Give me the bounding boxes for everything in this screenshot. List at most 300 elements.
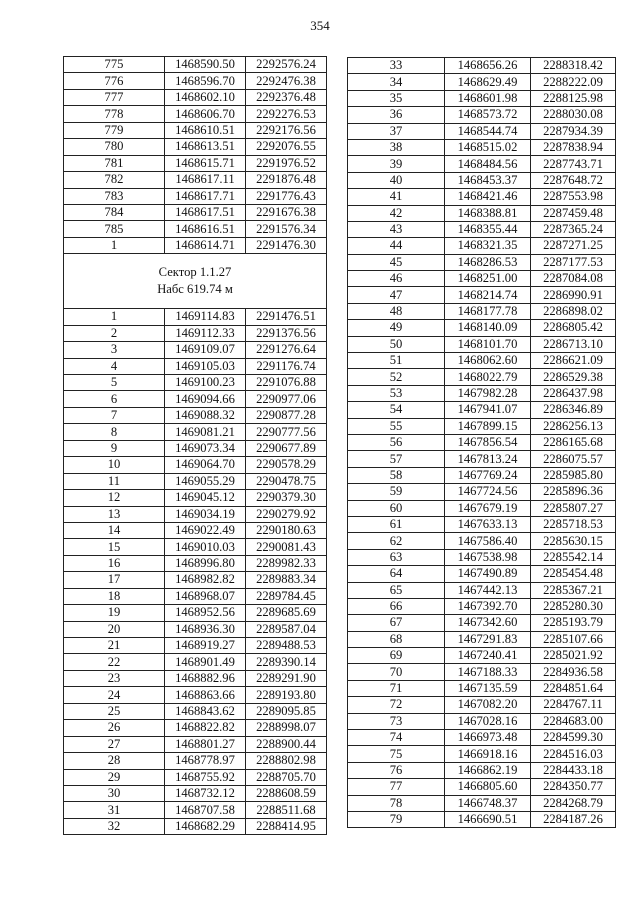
- y-coordinate: 2290379.30: [246, 490, 327, 506]
- y-coordinate: 2285807.27: [531, 500, 616, 516]
- x-coordinate: 1467188.33: [445, 664, 531, 680]
- y-coordinate: 2286898.02: [531, 303, 616, 319]
- x-coordinate: 1469112.33: [165, 325, 246, 341]
- point-number: 777: [64, 89, 165, 105]
- point-number: 13: [64, 506, 165, 522]
- x-coordinate: 1466690.51: [445, 811, 531, 827]
- table-row: [64, 720, 327, 736]
- table-row: [64, 785, 327, 801]
- y-coordinate: 2285630.15: [531, 533, 616, 549]
- y-coordinate: 2291076.88: [246, 375, 327, 391]
- point-number: 51: [348, 353, 445, 369]
- table-row: [64, 687, 327, 703]
- y-coordinate: 2289685.69: [246, 605, 327, 621]
- y-coordinate: 2288802.98: [246, 753, 327, 769]
- table-row: [64, 654, 327, 670]
- y-coordinate: 2288998.07: [246, 720, 327, 736]
- table-row: [348, 648, 616, 664]
- point-number: 776: [64, 73, 165, 89]
- y-coordinate: 2286529.38: [531, 369, 616, 385]
- point-number: 785: [64, 221, 165, 237]
- point-number: 53: [348, 385, 445, 401]
- y-coordinate: 2287648.72: [531, 172, 616, 188]
- sector-block: [64, 254, 327, 309]
- table-row: [64, 605, 327, 621]
- x-coordinate: 1467586.40: [445, 533, 531, 549]
- point-number: 18: [64, 588, 165, 604]
- x-coordinate: 1467899.15: [445, 418, 531, 434]
- table-row: [348, 123, 616, 139]
- x-coordinate: 1468596.70: [165, 73, 246, 89]
- y-coordinate: 2289982.33: [246, 555, 327, 571]
- table-row: [348, 402, 616, 418]
- x-coordinate: 1467392.70: [445, 598, 531, 614]
- table-row: [348, 664, 616, 680]
- y-coordinate: 2287934.39: [531, 123, 616, 139]
- y-coordinate: 2286621.09: [531, 353, 616, 369]
- y-coordinate: 2288705.70: [246, 769, 327, 785]
- x-coordinate: 1468616.51: [165, 221, 246, 237]
- point-number: 48: [348, 303, 445, 319]
- table-row: [348, 533, 616, 549]
- table-row: [64, 621, 327, 637]
- x-coordinate: 1469034.19: [165, 506, 246, 522]
- x-coordinate: 1468321.35: [445, 238, 531, 254]
- y-coordinate: 2287553.98: [531, 189, 616, 205]
- x-coordinate: 1467679.19: [445, 500, 531, 516]
- y-coordinate: 2286805.42: [531, 320, 616, 336]
- coordinates-table-left: [63, 56, 327, 835]
- x-coordinate: 1468656.26: [445, 58, 531, 74]
- y-coordinate: 2292176.56: [246, 122, 327, 138]
- x-coordinate: 1467941.07: [445, 402, 531, 418]
- x-coordinate: 1467633.13: [445, 516, 531, 532]
- table-row: [64, 325, 327, 341]
- x-coordinate: 1466918.16: [445, 746, 531, 762]
- x-coordinate: 1468982.82: [165, 572, 246, 588]
- x-coordinate: 1468778.97: [165, 753, 246, 769]
- table-row: [348, 680, 616, 696]
- table-row: [348, 139, 616, 155]
- table-row: [348, 320, 616, 336]
- y-coordinate: 2288125.98: [531, 90, 616, 106]
- point-number: 5: [64, 375, 165, 391]
- table-row: [348, 271, 616, 287]
- y-coordinate: 2290677.89: [246, 440, 327, 456]
- point-number: 14: [64, 522, 165, 538]
- table-row: [64, 638, 327, 654]
- y-coordinate: 2290578.29: [246, 457, 327, 473]
- point-number: 7: [64, 407, 165, 423]
- table-row: [348, 221, 616, 237]
- sector-header: [64, 254, 327, 309]
- table-row: [348, 451, 616, 467]
- y-coordinate: 2290279.92: [246, 506, 327, 522]
- point-number: 31: [64, 802, 165, 818]
- point-number: 46: [348, 271, 445, 287]
- table-row: [348, 615, 616, 631]
- point-number: 20: [64, 621, 165, 637]
- x-coordinate: 1468732.12: [165, 785, 246, 801]
- x-coordinate: 1468882.96: [165, 670, 246, 686]
- x-coordinate: 1468251.00: [445, 271, 531, 287]
- table-row: [348, 385, 616, 401]
- x-coordinate: 1467538.98: [445, 549, 531, 565]
- table-row: [348, 418, 616, 434]
- x-coordinate: 1467856.54: [445, 434, 531, 450]
- point-number: 75: [348, 746, 445, 762]
- point-number: 783: [64, 188, 165, 204]
- x-coordinate: 1466748.37: [445, 795, 531, 811]
- y-coordinate: 2286256.13: [531, 418, 616, 434]
- y-coordinate: 2286075.57: [531, 451, 616, 467]
- y-coordinate: 2285718.53: [531, 516, 616, 532]
- y-coordinate: 2285542.14: [531, 549, 616, 565]
- point-number: 54: [348, 402, 445, 418]
- y-coordinate: 2288030.08: [531, 107, 616, 123]
- x-coordinate: 1468602.10: [165, 89, 246, 105]
- y-coordinate: 2288414.95: [246, 818, 327, 834]
- x-coordinate: 1467342.60: [445, 615, 531, 631]
- y-coordinate: 2291376.56: [246, 325, 327, 341]
- x-coordinate: 1469010.03: [165, 539, 246, 555]
- y-coordinate: 2289784.45: [246, 588, 327, 604]
- x-coordinate: 1469109.07: [165, 342, 246, 358]
- y-coordinate: 2284936.58: [531, 664, 616, 680]
- x-coordinate: 1469073.34: [165, 440, 246, 456]
- x-coordinate: 1469081.21: [165, 424, 246, 440]
- x-coordinate: 1469100.23: [165, 375, 246, 391]
- x-coordinate: 1469022.49: [165, 522, 246, 538]
- table-row: [64, 703, 327, 719]
- y-coordinate: 2288318.42: [531, 58, 616, 74]
- x-coordinate: 1468843.62: [165, 703, 246, 719]
- point-number: 27: [64, 736, 165, 752]
- y-coordinate: 2287459.48: [531, 205, 616, 221]
- point-number: 2: [64, 325, 165, 341]
- x-coordinate: 1468601.98: [445, 90, 531, 106]
- table-row: [348, 238, 616, 254]
- point-number: 58: [348, 467, 445, 483]
- x-coordinate: 1468484.56: [445, 156, 531, 172]
- point-number: 30: [64, 785, 165, 801]
- table-row: [64, 391, 327, 407]
- point-number: 26: [64, 720, 165, 736]
- coordinates-block-right: [348, 58, 616, 828]
- table-row: [64, 155, 327, 171]
- x-coordinate: 1469088.32: [165, 407, 246, 423]
- y-coordinate: 2292576.24: [246, 57, 327, 73]
- x-coordinate: 1468617.11: [165, 172, 246, 188]
- table-row: [64, 490, 327, 506]
- table-row: [64, 457, 327, 473]
- point-number: 25: [64, 703, 165, 719]
- y-coordinate: 2288900.44: [246, 736, 327, 752]
- x-coordinate: 1466805.60: [445, 779, 531, 795]
- table-row: [348, 287, 616, 303]
- point-number: 9: [64, 440, 165, 456]
- table-row: [64, 358, 327, 374]
- y-coordinate: 2292076.55: [246, 139, 327, 155]
- y-coordinate: 2291476.51: [246, 309, 327, 325]
- y-coordinate: 2285454.48: [531, 566, 616, 582]
- x-coordinate: 1467028.16: [445, 713, 531, 729]
- y-coordinate: 2289095.85: [246, 703, 327, 719]
- x-coordinate: 1468022.79: [445, 369, 531, 385]
- y-coordinate: 2286990.91: [531, 287, 616, 303]
- x-coordinate: 1468177.78: [445, 303, 531, 319]
- y-coordinate: 2285367.21: [531, 582, 616, 598]
- y-coordinate: 2285280.30: [531, 598, 616, 614]
- point-number: 775: [64, 57, 165, 73]
- x-coordinate: 1467240.41: [445, 648, 531, 664]
- table-row: [348, 500, 616, 516]
- table-row: [64, 539, 327, 555]
- table-row: [348, 713, 616, 729]
- table-row: [64, 555, 327, 571]
- point-number: 33: [348, 58, 445, 74]
- point-number: 11: [64, 473, 165, 489]
- x-coordinate: 1468590.50: [165, 57, 246, 73]
- point-number: 17: [64, 572, 165, 588]
- point-number: 778: [64, 106, 165, 122]
- point-number: 29: [64, 769, 165, 785]
- y-coordinate: 2292276.53: [246, 106, 327, 122]
- point-number: 70: [348, 664, 445, 680]
- y-coordinate: 2290478.75: [246, 473, 327, 489]
- x-coordinate: 1468544.74: [445, 123, 531, 139]
- table-row: [64, 188, 327, 204]
- x-coordinate: 1468936.30: [165, 621, 246, 637]
- y-coordinate: 2291176.74: [246, 358, 327, 374]
- table-row: [348, 566, 616, 582]
- point-number: 71: [348, 680, 445, 696]
- point-number: 50: [348, 336, 445, 352]
- y-coordinate: 2284683.00: [531, 713, 616, 729]
- table-row: [64, 139, 327, 155]
- table-row: [348, 746, 616, 762]
- x-coordinate: 1468822.82: [165, 720, 246, 736]
- y-coordinate: 2286165.68: [531, 434, 616, 450]
- table-row: [64, 588, 327, 604]
- table-row: [64, 237, 327, 253]
- point-number: 34: [348, 74, 445, 90]
- point-number: 73: [348, 713, 445, 729]
- point-number: 28: [64, 753, 165, 769]
- point-number: 779: [64, 122, 165, 138]
- sector-area: Набс 619.74 м: [157, 282, 233, 297]
- point-number: 35: [348, 90, 445, 106]
- x-coordinate: 1467769.24: [445, 467, 531, 483]
- point-number: 64: [348, 566, 445, 582]
- y-coordinate: 2286713.10: [531, 336, 616, 352]
- y-coordinate: 2285021.92: [531, 648, 616, 664]
- x-coordinate: 1467813.24: [445, 451, 531, 467]
- table-row: [64, 753, 327, 769]
- y-coordinate: 2288222.09: [531, 74, 616, 90]
- y-coordinate: 2288608.59: [246, 785, 327, 801]
- y-coordinate: 2289193.80: [246, 687, 327, 703]
- x-coordinate: 1468062.60: [445, 353, 531, 369]
- table-row: [348, 779, 616, 795]
- y-coordinate: 2284851.64: [531, 680, 616, 696]
- y-coordinate: 2284516.03: [531, 746, 616, 762]
- point-number: 32: [64, 818, 165, 834]
- point-number: 68: [348, 631, 445, 647]
- point-number: 23: [64, 670, 165, 686]
- y-coordinate: 2287838.94: [531, 139, 616, 155]
- table-row: [348, 189, 616, 205]
- point-number: 57: [348, 451, 445, 467]
- x-coordinate: 1468614.71: [165, 237, 246, 253]
- table-row: [348, 172, 616, 188]
- table-row: [348, 484, 616, 500]
- y-coordinate: 2285193.79: [531, 615, 616, 631]
- y-coordinate: 2289883.34: [246, 572, 327, 588]
- point-number: 782: [64, 172, 165, 188]
- table-row: [348, 58, 616, 74]
- sector-name: Сектор 1.1.27: [158, 265, 232, 280]
- point-number: 79: [348, 811, 445, 827]
- y-coordinate: 2289390.14: [246, 654, 327, 670]
- x-coordinate: 1467490.89: [445, 566, 531, 582]
- point-number: 66: [348, 598, 445, 614]
- x-coordinate: 1467442.13: [445, 582, 531, 598]
- x-coordinate: 1469094.66: [165, 391, 246, 407]
- point-number: 56: [348, 434, 445, 450]
- table-row: [64, 89, 327, 105]
- y-coordinate: 2291676.38: [246, 204, 327, 220]
- table-row: [64, 57, 327, 73]
- x-coordinate: 1468755.92: [165, 769, 246, 785]
- table-row: [64, 407, 327, 423]
- x-coordinate: 1466973.48: [445, 730, 531, 746]
- x-coordinate: 1468615.71: [165, 155, 246, 171]
- point-number: 60: [348, 500, 445, 516]
- x-coordinate: 1466862.19: [445, 762, 531, 778]
- table-row: [64, 375, 327, 391]
- point-number: 65: [348, 582, 445, 598]
- table-row: [64, 818, 327, 834]
- table-row: [348, 303, 616, 319]
- y-coordinate: 2287271.25: [531, 238, 616, 254]
- table-row: [348, 434, 616, 450]
- y-coordinate: 2290777.56: [246, 424, 327, 440]
- table-row: [348, 730, 616, 746]
- point-number: 43: [348, 221, 445, 237]
- point-number: 63: [348, 549, 445, 565]
- y-coordinate: 2288511.68: [246, 802, 327, 818]
- point-number: 45: [348, 254, 445, 270]
- table-row: [348, 598, 616, 614]
- y-coordinate: 2284433.18: [531, 762, 616, 778]
- table-row: [64, 802, 327, 818]
- table-row: [348, 107, 616, 123]
- y-coordinate: 2289291.90: [246, 670, 327, 686]
- point-number: 37: [348, 123, 445, 139]
- page-number: 354: [310, 18, 330, 33]
- x-coordinate: 1468214.74: [445, 287, 531, 303]
- x-coordinate: 1468629.49: [445, 74, 531, 90]
- y-coordinate: 2285896.36: [531, 484, 616, 500]
- point-number: 36: [348, 107, 445, 123]
- x-coordinate: 1469055.29: [165, 473, 246, 489]
- point-number: 40: [348, 172, 445, 188]
- point-number: 61: [348, 516, 445, 532]
- point-number: 10: [64, 457, 165, 473]
- y-coordinate: 2292376.48: [246, 89, 327, 105]
- point-number: 55: [348, 418, 445, 434]
- x-coordinate: 1468682.29: [165, 818, 246, 834]
- y-coordinate: 2284187.26: [531, 811, 616, 827]
- y-coordinate: 2285985.80: [531, 467, 616, 483]
- point-number: 41: [348, 189, 445, 205]
- point-number: 1: [64, 237, 165, 253]
- y-coordinate: 2284767.11: [531, 697, 616, 713]
- table-row: [64, 769, 327, 785]
- x-coordinate: 1468140.09: [445, 320, 531, 336]
- table-row: [348, 697, 616, 713]
- x-coordinate: 1468801.27: [165, 736, 246, 752]
- x-coordinate: 1468355.44: [445, 221, 531, 237]
- x-coordinate: 1469064.70: [165, 457, 246, 473]
- x-coordinate: 1468101.70: [445, 336, 531, 352]
- x-coordinate: 1467724.56: [445, 484, 531, 500]
- x-coordinate: 1469114.83: [165, 309, 246, 325]
- y-coordinate: 2284268.79: [531, 795, 616, 811]
- point-number: 38: [348, 139, 445, 155]
- table-row: [348, 795, 616, 811]
- y-coordinate: 2289587.04: [246, 621, 327, 637]
- point-number: 69: [348, 648, 445, 664]
- point-number: 42: [348, 205, 445, 221]
- x-coordinate: 1468573.72: [445, 107, 531, 123]
- y-coordinate: 2287365.24: [531, 221, 616, 237]
- table-row: [348, 762, 616, 778]
- x-coordinate: 1468707.58: [165, 802, 246, 818]
- y-coordinate: 2289488.53: [246, 638, 327, 654]
- x-coordinate: 1468863.66: [165, 687, 246, 703]
- point-number: 67: [348, 615, 445, 631]
- point-number: 12: [64, 490, 165, 506]
- x-coordinate: 1468453.37: [445, 172, 531, 188]
- y-coordinate: 2290081.43: [246, 539, 327, 555]
- point-number: 8: [64, 424, 165, 440]
- table-row: [64, 204, 327, 220]
- x-coordinate: 1468952.56: [165, 605, 246, 621]
- x-coordinate: 1469105.03: [165, 358, 246, 374]
- x-coordinate: 1468606.70: [165, 106, 246, 122]
- x-coordinate: 1468901.49: [165, 654, 246, 670]
- x-coordinate: 1468515.02: [445, 139, 531, 155]
- point-number: 19: [64, 605, 165, 621]
- y-coordinate: 2285107.66: [531, 631, 616, 647]
- y-coordinate: 2290180.63: [246, 522, 327, 538]
- y-coordinate: 2286346.89: [531, 402, 616, 418]
- table-row: [348, 582, 616, 598]
- table-row: [64, 106, 327, 122]
- y-coordinate: 2291576.34: [246, 221, 327, 237]
- coordinates-block-lower: [64, 309, 327, 835]
- y-coordinate: 2291776.43: [246, 188, 327, 204]
- x-coordinate: 1468617.71: [165, 188, 246, 204]
- coordinates-table-right: [347, 57, 616, 828]
- point-number: 781: [64, 155, 165, 171]
- y-coordinate: 2287743.71: [531, 156, 616, 172]
- point-number: 3: [64, 342, 165, 358]
- point-number: 21: [64, 638, 165, 654]
- point-number: 24: [64, 687, 165, 703]
